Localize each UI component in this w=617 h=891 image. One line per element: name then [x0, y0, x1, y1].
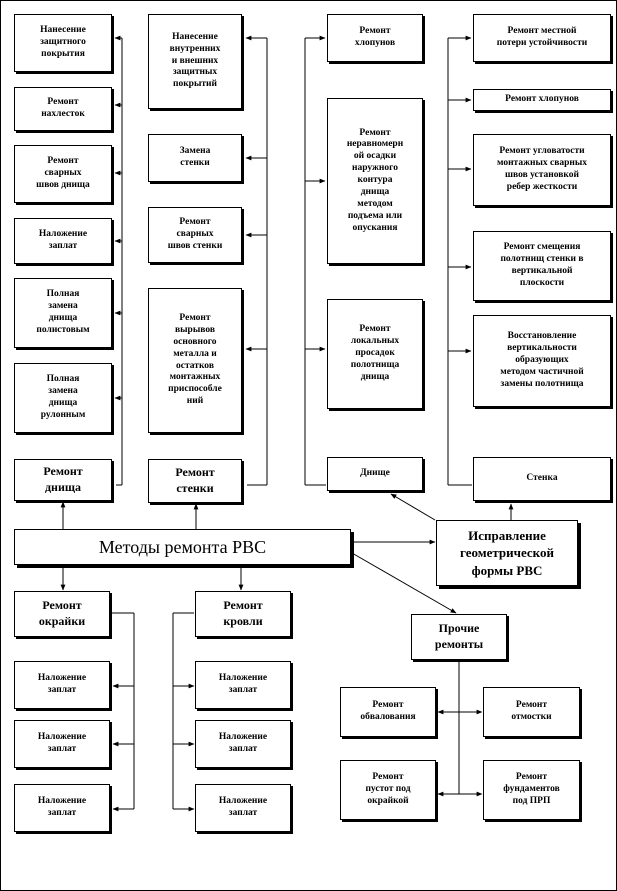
group-other-repairs: Прочие ремонты — [411, 614, 507, 660]
geom-bottom-item-uneven-settlement: Ремонт неравномерн ой осадки наружного контура днища методом подъема или опускания — [327, 98, 423, 264]
geom-bottom-item-local-subsidence: Ремонт локальных просадок полотнища днища — [327, 299, 423, 409]
group-bottom-repair: Ремонт днища — [14, 459, 112, 501]
other-item-blind-area: Ремонт отмостки — [483, 687, 580, 737]
edge-item-patches-1: Наложение заплат — [14, 661, 110, 709]
geom-wall-item-verticality: Восстановление вертикальности образующих методом частичной замены полотнища — [473, 315, 611, 407]
roof-item-patches-2: Наложение заплат — [195, 720, 291, 768]
geom-wall-item-sheet-shift: Ремонт смещения полотнищ стенки в вертикальной плоскости — [473, 231, 611, 301]
other-item-embankment: Ремонт обвалования — [340, 687, 436, 737]
geom-wall-item-bulges: Ремонт хлопунов — [473, 89, 611, 111]
bottom-item-roll-replacement: Полная замена днища рулонным — [14, 363, 112, 433]
wall-item-replacement: Замена стенки — [148, 134, 242, 182]
wall-item-tears: Ремонт вырывов основного металла и остатков монтажных приспособле ний — [148, 288, 242, 433]
bottom-item-welds: Ремонт сварных швов днища — [14, 145, 112, 203]
geom-wall-header: Стенка — [473, 457, 611, 501]
edge-item-patches-3: Наложение заплат — [14, 784, 110, 832]
main-node-rvs-repair-methods: Методы ремонта РВС — [14, 529, 351, 565]
group-roof-repair: Ремонт кровли — [195, 591, 291, 637]
group-edge-repair: Ремонт окрайки — [14, 591, 110, 637]
edge-item-patches-2: Наложение заплат — [14, 720, 110, 768]
roof-item-patches-1: Наложение заплат — [195, 661, 291, 709]
bottom-item-overlaps: Ремонт нахлесток — [14, 87, 112, 131]
other-item-voids-under-edge: Ремонт пустот под окрайкой — [340, 760, 436, 820]
geom-bottom-item-bulges: Ремонт хлопунов — [327, 14, 423, 62]
group-wall-repair: Ремонт стенки — [148, 459, 242, 503]
geom-bottom-header: Днище — [327, 457, 423, 491]
geom-wall-item-angularity: Ремонт угловатости монтажных сварных швов установкой ребер жесткости — [473, 134, 611, 206]
bottom-item-patches: Наложение заплат — [14, 218, 112, 264]
bottom-item-protective-coating: Нанесение защитного покрытия — [14, 14, 112, 72]
other-item-foundations: Ремонт фундаментов под ПРП — [483, 760, 580, 820]
geom-wall-item-local-stability: Ремонт местной потери устойчивости — [473, 14, 611, 62]
roof-item-patches-3: Наложение заплат — [195, 784, 291, 832]
wall-item-welds: Ремонт сварных швов стенки — [148, 207, 242, 263]
bottom-item-sheet-replacement: Полная замена днища полистовым — [14, 278, 112, 348]
group-geometry-correction: Исправление геометрической формы РВС — [436, 520, 578, 586]
wall-item-protective-coatings: Нанесение внутренних и внешних защитных покрытий — [148, 14, 242, 109]
